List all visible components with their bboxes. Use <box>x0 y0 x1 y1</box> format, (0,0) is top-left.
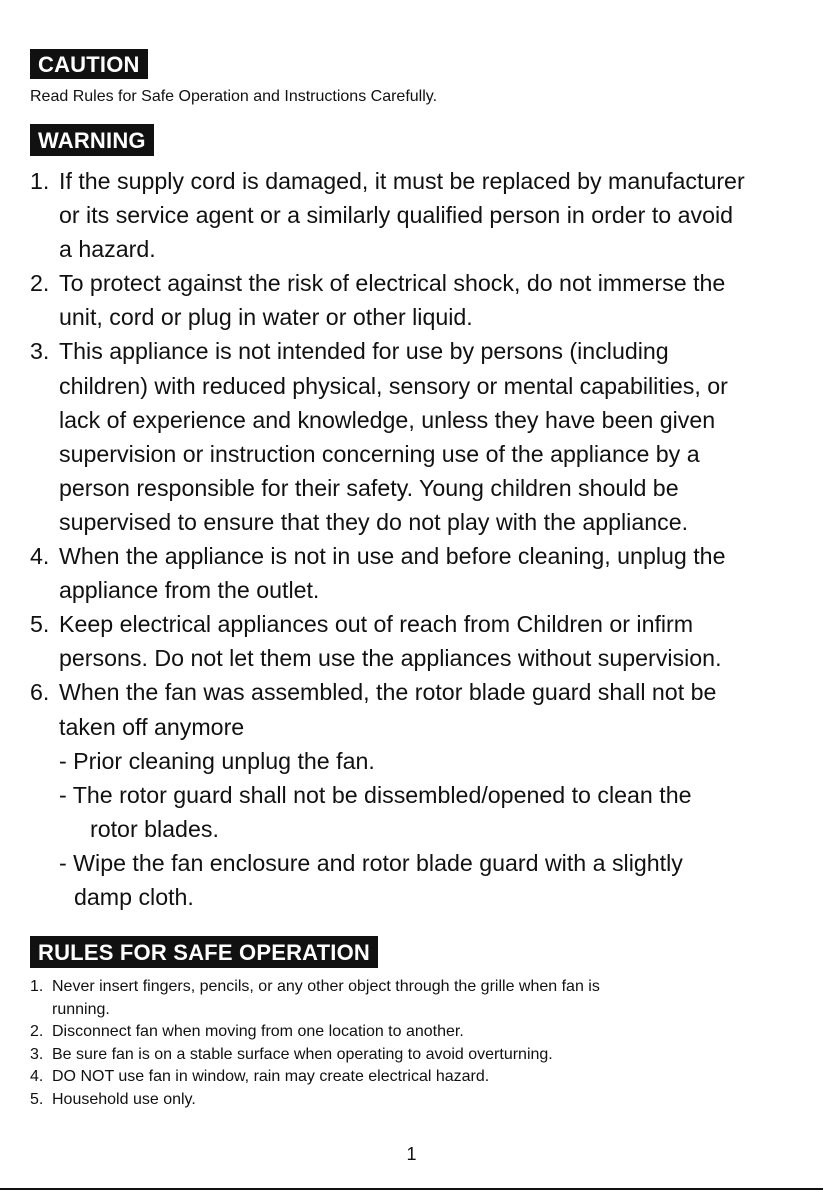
warning-item <box>30 334 820 539</box>
warning-item-text: taken off anymore <box>59 713 245 740</box>
rule-item-number: 4. <box>30 1068 44 1085</box>
rule-item-text: DO NOT use fan in window, rain may create electrical hazard. <box>52 1068 490 1085</box>
warning-subitem-text: - The rotor guard shall not be dissembled/opened to clean the <box>59 781 692 808</box>
warning-item-text: person responsible for their safety. Young children should be <box>59 474 679 501</box>
warning-item <box>30 675 820 914</box>
warning-item-number: 3. <box>30 338 50 365</box>
warning-item-text: supervised to ensure that they do not play with the appliance. <box>59 508 689 535</box>
warning-item-text: or its service agent or a similarly qualified person in order to avoid <box>59 202 734 229</box>
warning-item-text: To protect against the risk of electrical shock, do not immerse the <box>59 270 726 297</box>
warning-item-text: persons. Do not let them use the appliances without supervision. <box>59 645 722 672</box>
warning-item-text: If the supply cord is damaged, it must be replaced by manufacturer <box>59 168 745 194</box>
rule-item-number: 5. <box>30 1090 44 1108</box>
warning-item-text: When the fan was assembled, the rotor blade guard shall not be <box>59 679 717 706</box>
warning-item-number: 5. <box>30 611 50 638</box>
warning-subitem-text: rotor blades. <box>90 815 219 842</box>
warning-item-text: supervision or instruction concerning use of the appliance by a <box>59 440 700 467</box>
warning-subitem-text: damp cloth. <box>74 883 194 910</box>
warning-item-number: 1. <box>30 168 50 194</box>
rule-item <box>30 1089 810 1112</box>
warning-item-number: 2. <box>30 270 50 297</box>
warning-item <box>30 607 820 675</box>
warning-item <box>30 164 820 266</box>
warning-item-text: This appliance is not intended for use by persons (including <box>59 338 669 365</box>
rule-item <box>30 1066 810 1089</box>
rule-item-number: 2. <box>30 1023 44 1040</box>
warning-item <box>30 539 820 607</box>
rule-item <box>30 976 810 1021</box>
warning-item-text: When the appliance is not in use and before cleaning, unplug the <box>59 543 726 570</box>
rules-list <box>30 976 810 1111</box>
warning-subitem-text: - Prior cleaning unplug the fan. <box>59 747 375 774</box>
rule-item-number: 1. <box>30 978 44 995</box>
warning-label: WARNING <box>30 124 154 156</box>
bottom-divider <box>0 1188 823 1190</box>
warning-item-text: appliance from the outlet. <box>59 577 320 604</box>
rule-item <box>30 1044 810 1067</box>
warning-item <box>30 266 820 334</box>
warning-item-text: Keep electrical appliances out of reach from Children or infirm <box>59 611 694 638</box>
rule-item-number: 3. <box>30 1045 44 1063</box>
rule-item-text: Household use only. <box>52 1090 196 1108</box>
rule-item-text: running. <box>52 1000 110 1018</box>
warning-item-text: a hazard. <box>59 236 156 263</box>
rule-item <box>30 1021 810 1044</box>
rule-item-text: Be sure fan is on a stable surface when operating to avoid overturning. <box>52 1045 553 1063</box>
warning-item-number: 6. <box>30 679 50 706</box>
warning-subitem <box>59 778 820 846</box>
warning-list <box>30 164 820 914</box>
rule-item-text: Disconnect fan when moving from one location to another. <box>52 1023 464 1040</box>
warning-item-number: 4. <box>30 543 50 570</box>
warning-subitem <box>59 846 820 914</box>
caution-intro-text: Read Rules for Safe Operation and Instructions Carefully. <box>30 88 438 105</box>
page-number: 1 <box>406 1144 417 1164</box>
rule-item-text: Never insert fingers, pencils, or any other object through the grille when fan is <box>52 978 600 995</box>
warning-item-text: lack of experience and knowledge, unless they have been given <box>59 406 716 433</box>
warning-item-text: children) with reduced physical, sensory or mental capabilities, or <box>59 372 728 399</box>
warning-subitem-text: - Wipe the fan enclosure and rotor blade guard with a slightly <box>59 849 683 876</box>
warning-item-text: unit, cord or plug in water or other liquid. <box>59 304 473 331</box>
warning-subitem <box>59 744 820 778</box>
rules-label: RULES FOR SAFE OPERATION <box>30 936 378 968</box>
caution-label: CAUTION <box>30 49 148 79</box>
